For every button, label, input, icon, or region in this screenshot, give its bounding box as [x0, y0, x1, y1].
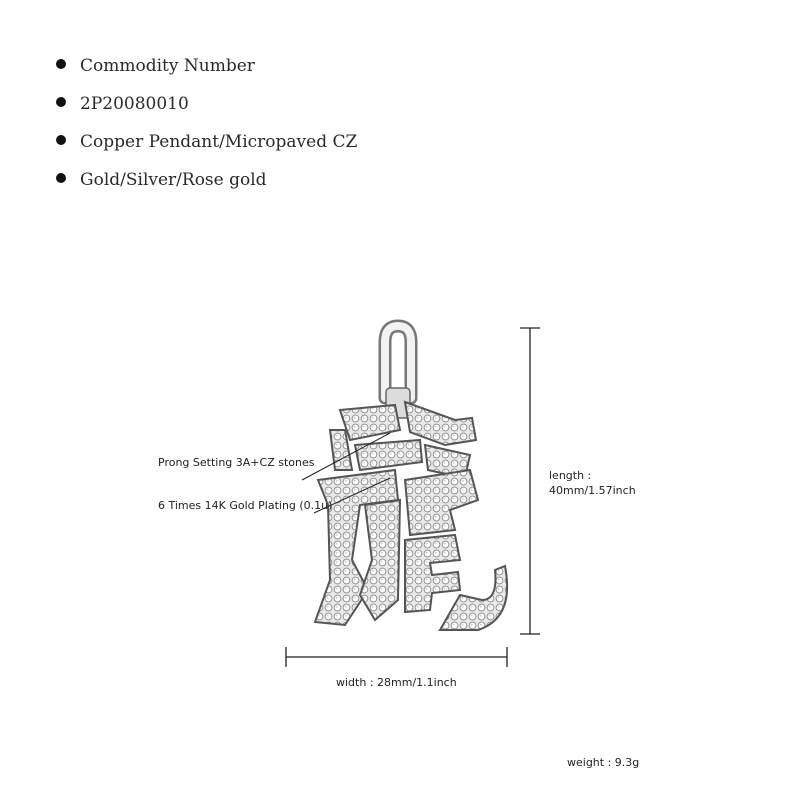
length-value: 40mm/1.57inch [549, 484, 636, 497]
spec-text: Gold/Silver/Rose gold [80, 170, 267, 190]
spec-text: 2P20080010 [80, 94, 189, 114]
plating-label: 6 Times 14K Gold Plating (0.1u) [158, 499, 333, 512]
pendant-glyph-icon [315, 402, 507, 630]
spec-text: Copper Pendant/Micropaved CZ [80, 132, 358, 152]
width-label: width : 28mm/1.1inch [336, 676, 457, 689]
width-dimension-line [286, 647, 507, 667]
length-label: length : [549, 469, 592, 482]
prong-setting-label: Prong Setting 3A+CZ stones [158, 456, 315, 469]
length-dimension-line [520, 328, 540, 634]
spec-text: Commodity Number [80, 56, 255, 76]
weight-label: weight : 9.3g [567, 756, 640, 769]
